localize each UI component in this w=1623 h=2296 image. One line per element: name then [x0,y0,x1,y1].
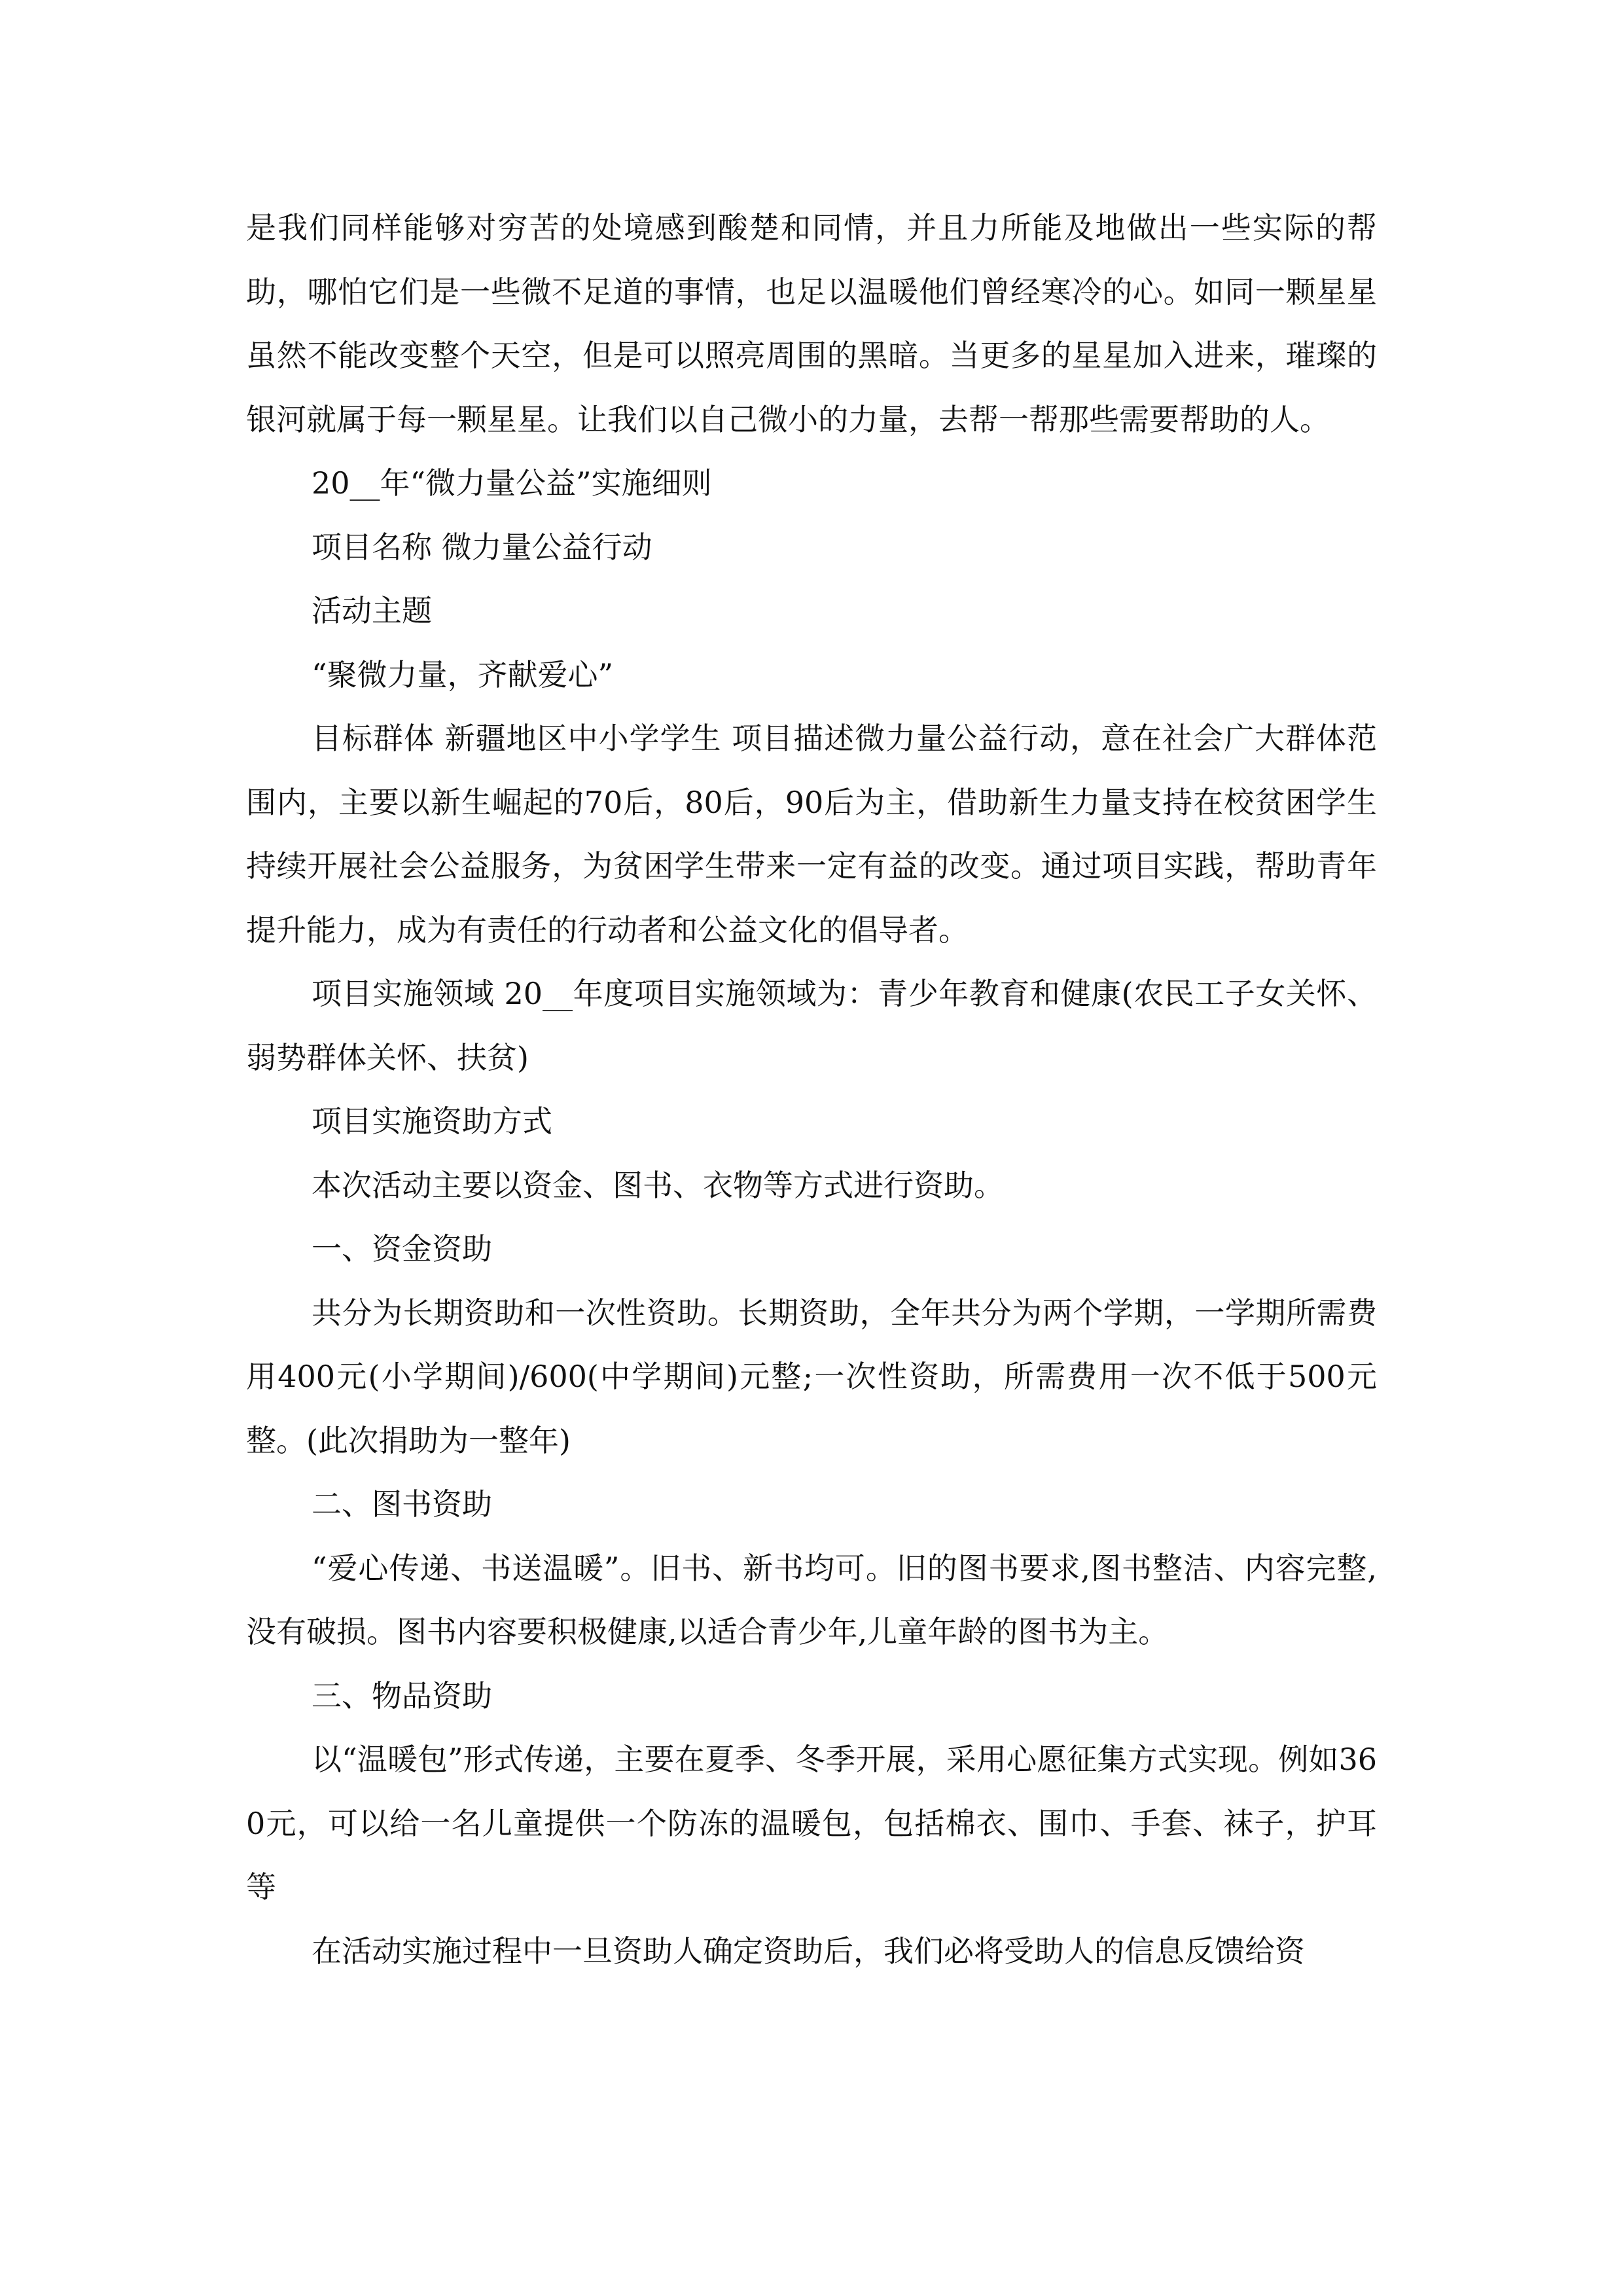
funds-paragraph: 共分为长期资助和一次性资助。长期资助，全年共分为两个学期，一学期所需费用400元(小学期间)/600(中学期间)元整;一次性资助，所需费用一次不低于500元整。(此次捐助为一整年) [246,1295,1377,1458]
goods-paragraph: 以“温暖包”形式传递，主要在夏季、冬季开展，采用心愿征集方式实现。例如360元，可以给一名儿童提供一个防冻的温暖包，包括棉衣、围巾、手套、袜子，护耳等 [246,1742,1377,1905]
section-heading-books: 二、图书资助 [312,1486,492,1522]
paragraph-intro: 是我们同样能够对穷苦的处境感到酸楚和同情，并且力所能及地做出一些实际的帮助，哪怕它们是一些微不足道的事情，也足以温暖他们曾经寒冷的心。如同一颗星星虽然不能改变整个天空，但是可以照亮周围的黑暗。当更多的星星加入进来，璀璨的银河就属于每一颗星星。让我们以自己微小的力量，去帮一帮那些需要帮助的人。 [246,210,1377,437]
activity-theme: “聚微力量，齐献爱心” [312,656,614,692]
section-heading-funds: 一、资金资助 [312,1231,492,1266]
heading-rules: 20__年“微力量公益”实施细则 [312,465,712,501]
implementation-field-paragraph: 项目实施领域 20__年度项目实施领域为：青少年教育和健康(农民工子女关怀、弱势群体关怀、扶贫) [246,976,1377,1075]
project-name: 项目名称 微力量公益行动 [312,529,652,565]
funding-method-paragraph: 本次活动主要以资金、图书、衣物等方式进行资助。 [312,1167,1004,1203]
books-paragraph: “爱心传递、书送温暖”。旧书、新书均可。旧的图书要求,图书整洁、内容完整,没有破损。图书内容要积极健康,以适合青少年,儿童年龄的图书为主。 [246,1550,1377,1649]
funding-method-heading: 项目实施资助方式 [312,1103,552,1139]
target-group-paragraph: 目标群体 新疆地区中小学学生 项目描述微力量公益行动，意在社会广大群体范围内，主要以新生崛起的70后，80后，90后为主，借助新生力量支持在校贫困学生持续开展社会公益服务，为贫困学生带来一定有益的改变。通过项目实践，帮助青年提升能力，成为有责任的行动者和公益文化的倡导者。 [246,721,1377,948]
section-heading-goods: 三、物品资助 [312,1677,492,1713]
activity-theme-label: 活动主题 [312,593,432,628]
document-page [246,196,1377,1983]
feedback-paragraph: 在活动实施过程中一旦资助人确定资助后，我们必将受助人的信息反馈给资 [312,1933,1305,1969]
